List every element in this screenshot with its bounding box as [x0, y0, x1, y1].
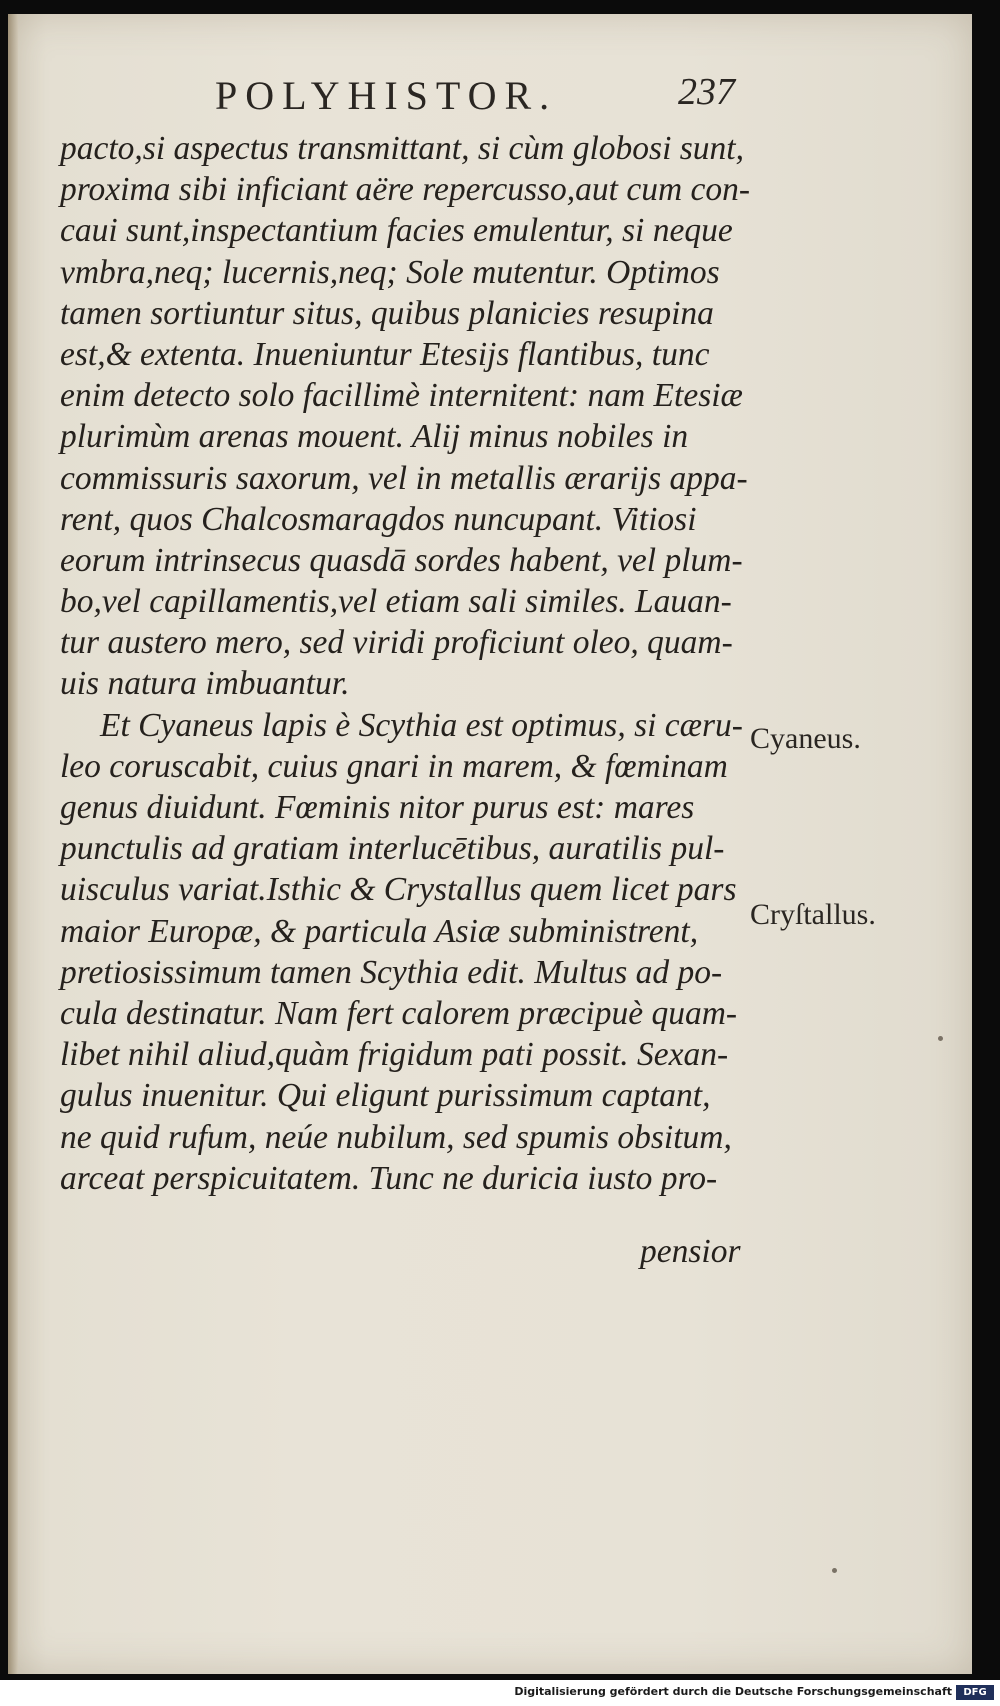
text-line: genus diuidunt. Fœminis nitor purus est: mares [60, 789, 695, 826]
text-line: eorum intrinsecus quasdā sordes habent, vel plum- [60, 541, 743, 579]
footer-bar [0, 1682, 1000, 1706]
dfg-logo: DFG [956, 1685, 994, 1700]
text-line: proxima sibi inficiant aëre repercusso,aut cum con- [60, 171, 751, 209]
text-line: est,& extenta. Inueniuntur Etesijs flantibus, tunc [60, 335, 710, 373]
text-line: plurimùm arenas mouent. Alij minus nobiles in [60, 418, 689, 456]
page-speck [832, 1568, 837, 1573]
text-line: caui sunt,inspectantium facies emulentur, si neque [60, 212, 733, 250]
text-line: punctulis ad gratiam interlucētibus, auratilis pul- [60, 830, 725, 868]
text-line: ne quid rufum, neúe nubilum, sed spumis obsitum, [60, 1118, 732, 1156]
text-line: cula destinatur. Nam fert calorem præcipuè quam- [60, 994, 738, 1032]
running-title: POLYHISTOR. [215, 73, 558, 118]
text-line: tamen sortiuntur situs, quibus planicies resupina [60, 294, 714, 332]
text-line: uis natura imbuantur. [60, 665, 350, 703]
text-line: maior Europæ, & particula Asiæ subministrent, [60, 912, 699, 950]
digitization-credit: Digitalisierung gefördert durch die Deutsche Forschungsgemeinschaft [514, 1685, 952, 1698]
catchword: pensior [640, 1233, 741, 1270]
text-line: gulus inuenitur. Qui eligunt purissimum captant, [60, 1077, 711, 1115]
text-line: commissuris saxorum, vel in metallis ærarijs appa- [60, 459, 748, 497]
text-line: arceat perspicuitatem. Tunc ne duricia iusto pro- [60, 1159, 718, 1197]
text-line: vmbra,neq; lucernis,neq; Sole mutentur. Optimos [60, 253, 720, 291]
text-line: leo coruscabit, cuius gnari in marem, & fœminam [60, 747, 728, 785]
page-number: 237 [678, 71, 735, 113]
text-line: pacto,si aspectus transmittant, si cùm globosi sunt, [60, 130, 744, 167]
text-line: uisculus variat.Isthic & Crystallus quem licet pars [60, 871, 737, 909]
page-speck [938, 1036, 943, 1041]
text-line: enim detecto solo facillimè internitent: nam Etesiæ [60, 377, 743, 415]
text-line: Et Cyaneus lapis è Scythia est optimus, si cæru- [100, 706, 743, 744]
marginal-note-cyaneus: Cyaneus. [750, 722, 861, 755]
text-line: libet nihil aliud,quàm frigidum pati possit. Sexan- [60, 1036, 729, 1074]
page-gutter-shadow [8, 14, 18, 1674]
running-head [215, 62, 765, 122]
text-line: bo,vel capillamentis,vel etiam sali similes. Lauan- [60, 583, 732, 621]
text-line: rent, quos Chalcosmaragdos nuncupant. Vitiosi [60, 500, 697, 538]
marginal-note-crystallus: Cryſtallus. [750, 898, 876, 931]
text-line: tur austero mero, sed viridi proficiunt oleo, quam- [60, 624, 733, 662]
body-text [60, 128, 750, 1199]
text-line: pretiosissimum tamen Scythia edit. Multus ad po- [60, 953, 723, 991]
